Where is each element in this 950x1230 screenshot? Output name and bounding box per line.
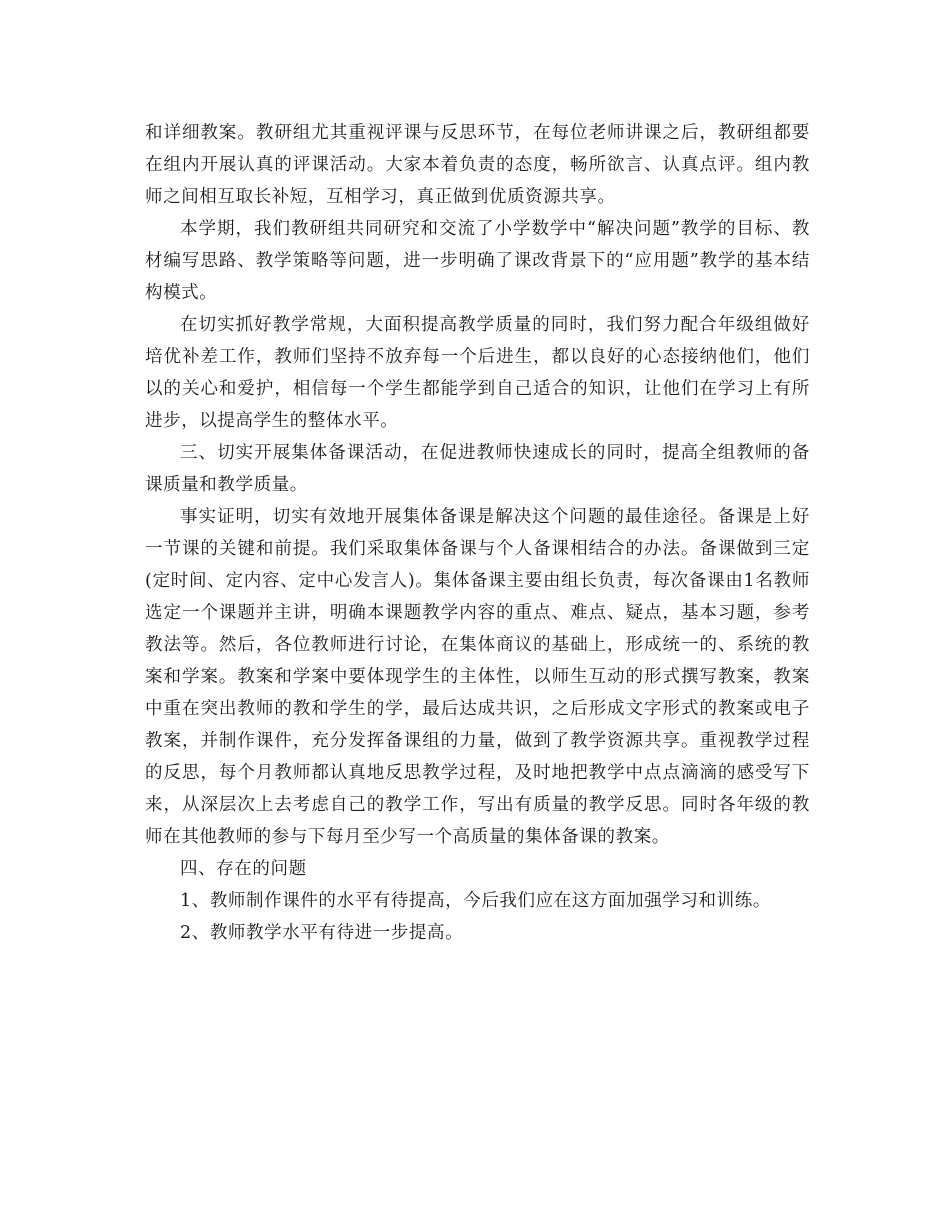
paragraph-teaching-routine: 在切实抓好教学常规，大面积提高教学质量的同时，我们努力配合年级组做好培优补差工作，教师们坚持不放弃每一个后进生，都以良好的心态接纳他们，他们以的关心和爱护，相信每一个学生都能学到自己适合的知识，让他们在学习上有所进步，以提高学生的整体水平。 (145, 315, 810, 431)
paragraph-problem-solving-research: 本学期，我们教研组共同研究和交流了小学数学中“解决问题”教学的目标、教材编写思路、教学策略等问题，进一步明确了课改背景下的“应用题”教学的基本结构模式。 (145, 219, 810, 303)
paragraph-lesson-review: 和详细教案。教研组尤其重视评课与反思环节，在每位老师讲课之后，教研组都要在组内开展认真的评课活动。大家本着负责的态度，畅所欲言、认真点评。组内教师之间相互取长补短，互相学习，真正做到优质资源共享。 (145, 123, 810, 207)
section-heading-collective-lesson-prep: 三、切实开展集体备课活动，在促进教师快速成长的同时，提高全组教师的备课质量和教学质量。 (145, 443, 810, 495)
paragraph-collective-lesson-prep: 事实证明，切实有效地开展集体备课是解决这个问题的最佳途径。备课是上好一节课的关键和前提。我们采取集体备课与个人备课相结合的办法。备课做到三定(定时间、定内容、定中心发言人)。集体备课主要由组长负责，每次备课由1名教师选定一个课题并主讲，明确本课题教学内容的重点、难点、疑点，基本习题，参考教法等。然后，各位教师进行讨论，在集体商议的基础上，形成统一的、系统的教案和学案。教案和学案中要体现学生的主体性，以师生互动的形式撰写教案，教案中重在突出教师的教和学生的学，最后达成共识，之后形成文字形式的教案或电子教案，并制作课件，充分发挥备课组的力量，做到了教学资源共享。重视教学过程的反思，每个月教师都认真地反思教学过程，及时地把教学中点点滴滴的感受写下来，从深层次上去考虑自己的教学工作，写出有质量的教学反思。同时各年级的教师在其他教师的参与下每月至少写一个高质量的集体备课的教案。 (145, 507, 810, 847)
list-item-problem-1: 1、教师制作课件的水平有待提高，今后我们应在这方面加强学习和训练。 (180, 891, 771, 911)
section-heading-existing-problems: 四、存在的问题 (180, 859, 307, 879)
document-body (145, 117, 810, 949)
list-item-problem-2: 2、教师教学水平有待进一步提高。 (180, 923, 464, 943)
